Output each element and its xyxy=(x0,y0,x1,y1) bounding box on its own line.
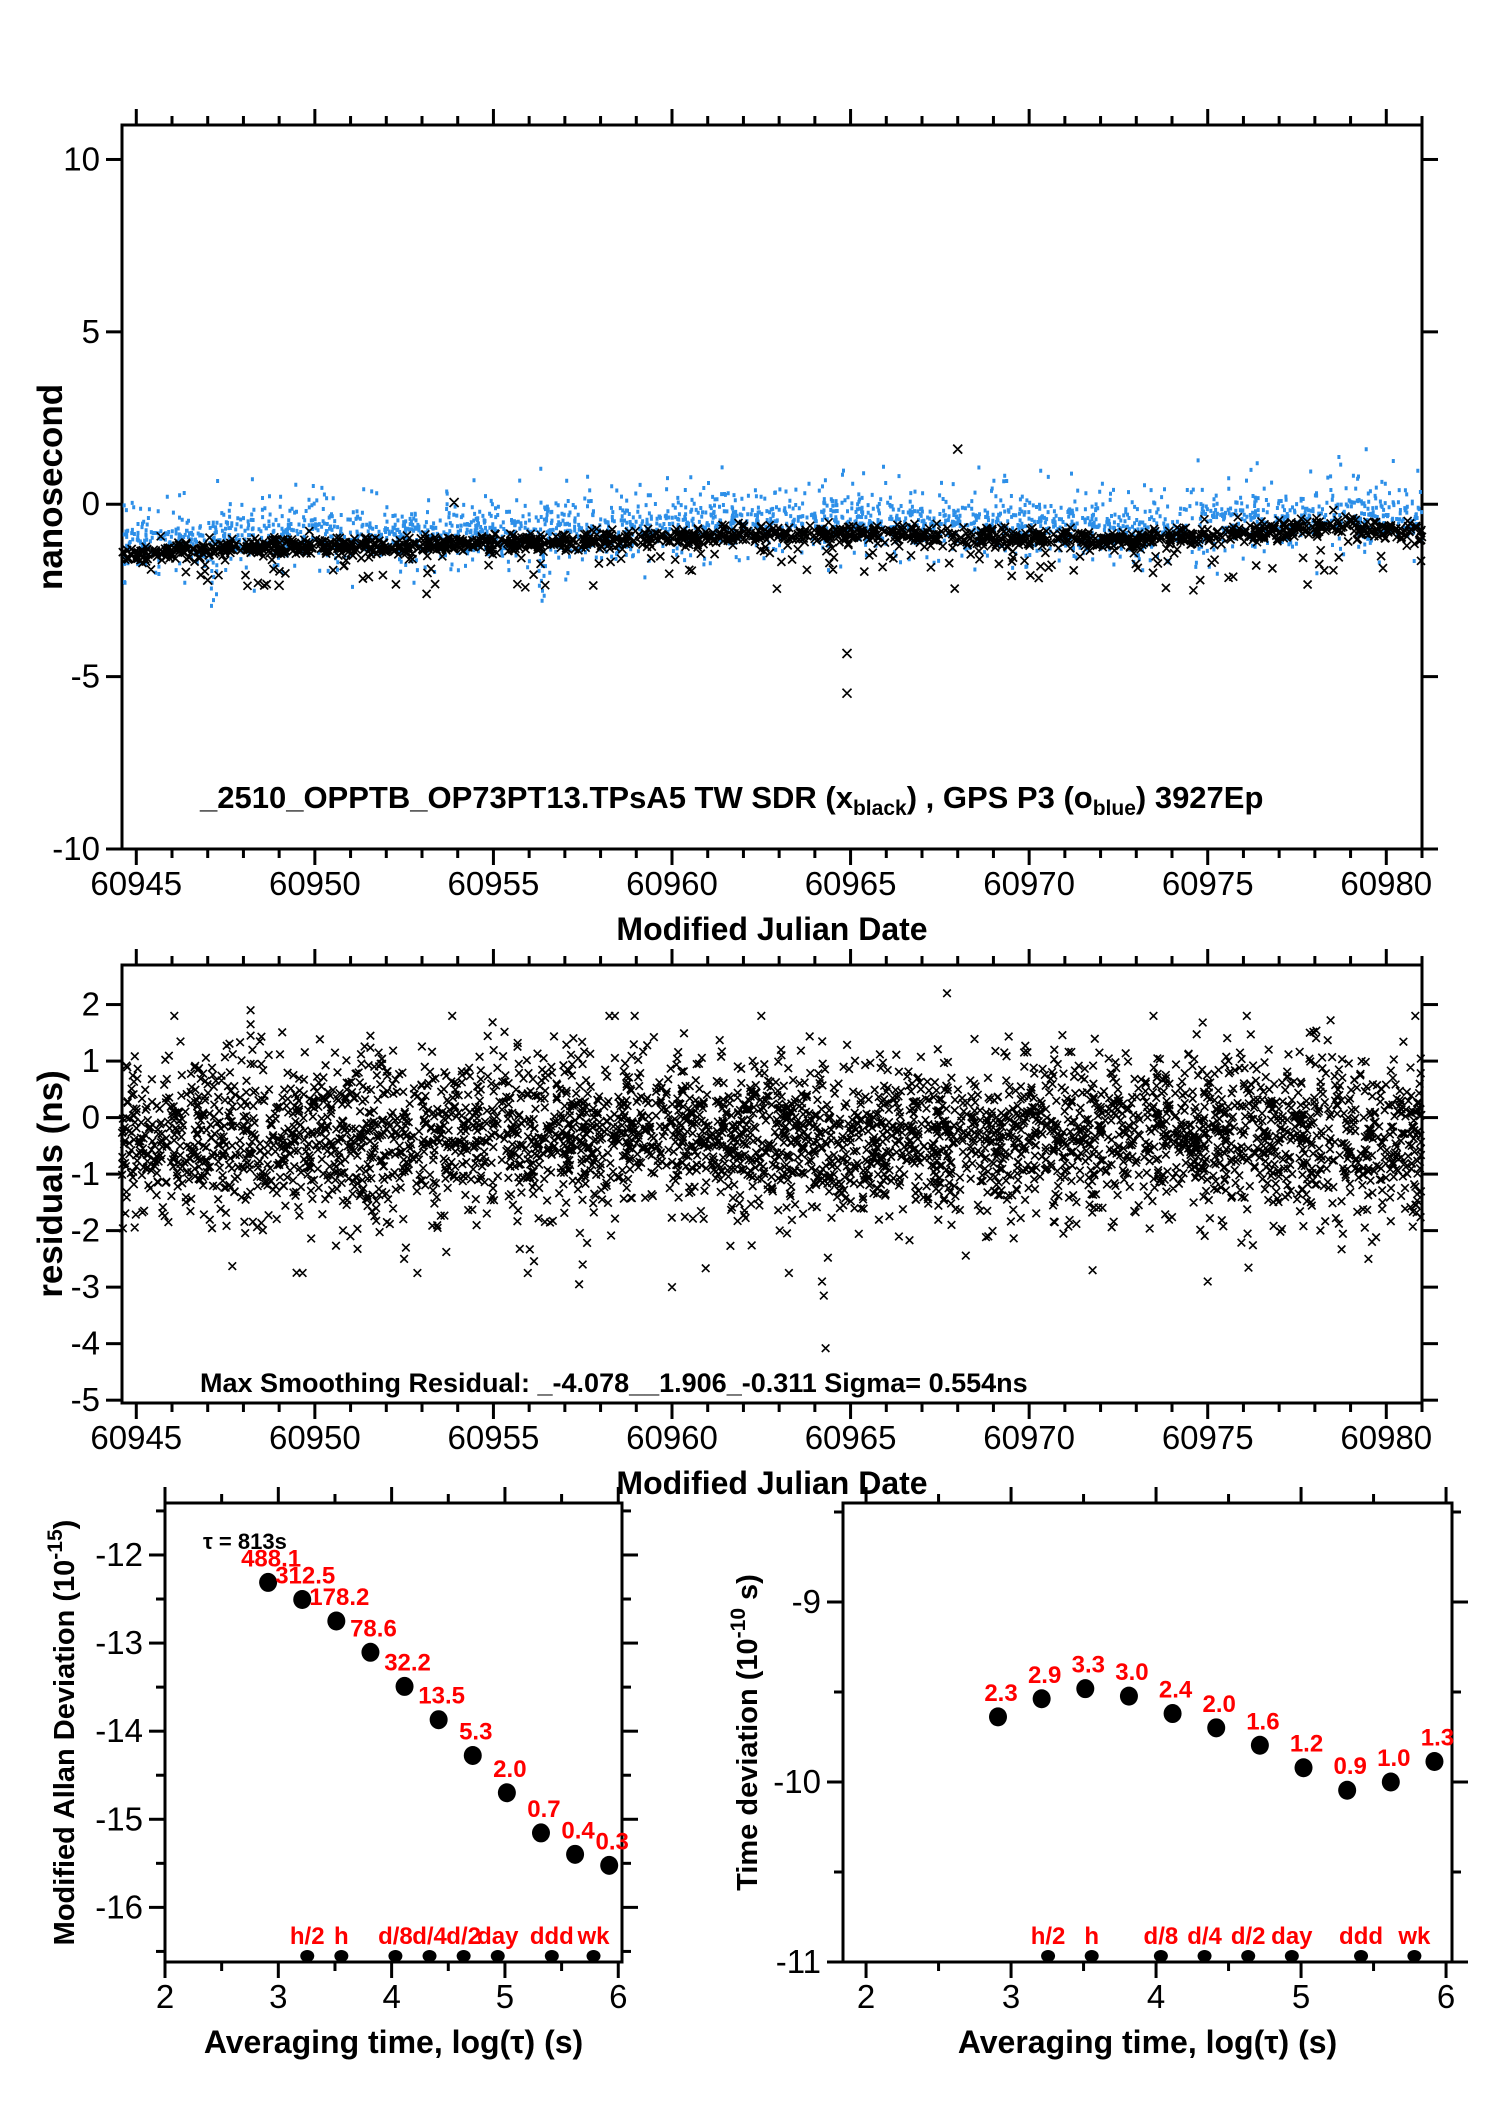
tau-marker-label: d/8 xyxy=(1143,1923,1179,1950)
tdev-ticks xyxy=(827,1487,1468,1978)
y-tick-label: -11 xyxy=(775,1943,821,1980)
mdev-point xyxy=(464,1746,482,1765)
y-tick-label: 0 xyxy=(81,485,100,523)
tau-marker-label: day xyxy=(477,1923,519,1950)
tau-marker-label: wk xyxy=(1398,1923,1431,1950)
x-axis-title xyxy=(958,2024,1337,2060)
y-tick-label: -3 xyxy=(70,1268,100,1306)
x-tick-label: 60950 xyxy=(268,1419,361,1456)
plot-title-part: black xyxy=(852,797,907,820)
mdev-point xyxy=(327,1611,345,1630)
mdev-value-label: 0.3 xyxy=(595,1828,629,1856)
residual-annotation: Max Smoothing Residual: _-4.078__1.906_-0.311 Sigma= 0.554ns xyxy=(200,1368,1028,1398)
residual-markers xyxy=(118,990,1425,1353)
y-axis-title-part: -10 xyxy=(727,1607,750,1639)
x-tick-label: 6 xyxy=(609,1978,628,2015)
tdev-value-label: 1.6 xyxy=(1246,1708,1280,1736)
plot-title-part: _2510_OPPTB_OP73PT13.TPsA5 TW SDR (x xyxy=(200,780,853,815)
x-tick-label: 5 xyxy=(495,1978,515,2015)
tw-gps-comparison-frame xyxy=(122,125,1422,849)
x-axis-title: Modified Julian Date xyxy=(616,1465,928,1501)
mdev-frame xyxy=(165,1503,622,1962)
y-axis-title-part: Time deviation (10 xyxy=(732,1638,764,1891)
mdev-value-label: 488.1 xyxy=(241,1545,302,1573)
mdev-value-label: 178.2 xyxy=(309,1583,370,1611)
x-tick-label: 60975 xyxy=(1161,1419,1254,1456)
tau-marker-dot xyxy=(1198,1950,1212,1962)
mdev-point xyxy=(498,1783,516,1802)
y-tick-label: -15 xyxy=(95,1800,143,1838)
y-tick-label: -5 xyxy=(70,657,100,695)
x-tick-label: 6 xyxy=(1436,1978,1456,2015)
y-tick-label: 1 xyxy=(81,1042,100,1080)
tau-marker-dot xyxy=(423,1950,437,1962)
tau-marker-dot xyxy=(300,1950,314,1962)
y-axis-title xyxy=(727,1574,764,1891)
tau-marker-dot xyxy=(1285,1950,1299,1962)
residuals-ticks xyxy=(106,949,1438,1419)
tau-marker-label: ddd xyxy=(529,1923,574,1950)
y-tick-label: -5 xyxy=(70,1381,100,1419)
y-axis-title-part: Modified Allan Deviation (10 xyxy=(49,1559,81,1946)
tdev-point xyxy=(1338,1781,1356,1800)
tdev-value-label: 1.3 xyxy=(1420,1724,1455,1752)
y-tick-label: -1 xyxy=(70,1155,100,1193)
y-axis-title xyxy=(31,1070,70,1298)
tau-marker-dot xyxy=(1041,1950,1055,1962)
y-tick-label: 2 xyxy=(81,985,100,1023)
tdev-value-label: 2.4 xyxy=(1158,1676,1193,1704)
x-tick-label: 60960 xyxy=(626,1419,718,1456)
tw-gps-comparison-chart xyxy=(31,109,1438,947)
tdev-value-label: 2.0 xyxy=(1202,1690,1236,1718)
y-axis-title xyxy=(31,384,70,590)
plot-title-part: ) 3927Ep xyxy=(1135,780,1264,815)
tdev-value-label: 0.9 xyxy=(1333,1753,1367,1781)
tau-marker-label: h xyxy=(1084,1923,1100,1950)
y-axis-title-part: ) xyxy=(49,1519,81,1530)
tau-marker-dot xyxy=(334,1950,348,1962)
tau-marker-dot xyxy=(1354,1950,1368,1962)
y-tick-label: -16 xyxy=(95,1888,143,1926)
plot-title-part: ) , GPS P3 (o xyxy=(906,780,1093,815)
x-tick-label: 60970 xyxy=(983,865,1076,902)
tdev-value-label: 2.3 xyxy=(984,1679,1018,1707)
x-tick-label: 60970 xyxy=(983,1419,1076,1456)
mdev-value-label: 5.3 xyxy=(459,1718,493,1746)
mdev-point xyxy=(396,1677,414,1696)
x-axis-title: Modified Julian Date xyxy=(616,911,928,947)
tau-marker-dot xyxy=(388,1950,402,1962)
mdev-point xyxy=(566,1845,584,1864)
tdev-point xyxy=(989,1707,1007,1726)
mdev-point xyxy=(361,1643,379,1662)
tdev-point xyxy=(1033,1689,1051,1708)
x-axis-title-part: Averaging time, log(τ) (s) xyxy=(203,2024,584,2060)
y-tick-label: -14 xyxy=(95,1712,143,1750)
y-tick-label: 5 xyxy=(81,312,100,350)
mdev-value-label: 0.4 xyxy=(561,1817,595,1845)
tdev-point xyxy=(1120,1687,1138,1706)
mdev-value-label: 32.2 xyxy=(384,1649,431,1677)
y-tick-label: -2 xyxy=(70,1211,100,1249)
tau-marker-dot xyxy=(1154,1950,1168,1962)
y-tick-label: -12 xyxy=(95,1535,143,1573)
tau-marker-label: d/4 xyxy=(412,1923,447,1950)
x-tick-label: 60945 xyxy=(90,1419,183,1456)
mdev-value-label: 13.5 xyxy=(418,1682,466,1710)
tau-marker-label: wk xyxy=(577,1923,610,1950)
tdev-frame xyxy=(843,1503,1455,1962)
mdev-point xyxy=(600,1856,618,1875)
tw-gps-comparison-ticks xyxy=(106,109,1438,865)
x-tick-label: 4 xyxy=(1146,1978,1166,2015)
tau0-annotation: τ = 813s xyxy=(203,1529,287,1554)
x-tick-label: 60960 xyxy=(626,865,718,902)
mdev-value-label: 2.0 xyxy=(493,1755,527,1783)
tdev-point xyxy=(1164,1704,1182,1723)
x-tick-label: 60965 xyxy=(804,865,897,902)
y-axis-title-part: nanosecond xyxy=(31,383,70,591)
tdev-value-label: 3.0 xyxy=(1115,1659,1149,1687)
mdev-value-label: 78.6 xyxy=(350,1615,397,1643)
y-tick-label: -9 xyxy=(791,1583,821,1620)
tau-marker-dot xyxy=(1407,1950,1421,1962)
tau-marker-label: d/2 xyxy=(1230,1923,1266,1950)
tdev-value-label: 1.2 xyxy=(1289,1730,1324,1758)
mdev-value-label: 312.5 xyxy=(275,1562,336,1590)
x-tick-label: 60955 xyxy=(447,865,540,902)
x-tick-label: 60980 xyxy=(1340,865,1433,902)
x-tick-label: 2 xyxy=(155,1978,175,2015)
y-axis-title-part: s) xyxy=(732,1574,764,1608)
tau-marker-label: h/2 xyxy=(1030,1923,1066,1950)
x-axis-title-part: Averaging time, log(τ) (s) xyxy=(957,2024,1338,2060)
x-tick-label: 60980 xyxy=(1340,1419,1433,1456)
tau-marker-label: d/2 xyxy=(446,1923,481,1950)
tw-sdr-markers xyxy=(119,445,1426,698)
tdev-value-label: 2.9 xyxy=(1027,1661,1062,1689)
y-axis-title-part: -15 xyxy=(44,1529,67,1560)
mdev-value-label: 0.7 xyxy=(527,1795,561,1823)
tau-marker-label: d/8 xyxy=(378,1923,413,1950)
tdev-point xyxy=(1207,1718,1225,1737)
x-tick-label: 60965 xyxy=(804,1419,897,1456)
y-tick-label: 0 xyxy=(81,1098,100,1136)
y-axis-title xyxy=(44,1520,81,1946)
plot-title-part: blue xyxy=(1092,797,1136,820)
mdev-point xyxy=(430,1710,448,1729)
tdev-point xyxy=(1425,1752,1443,1771)
tau-marker-dot xyxy=(491,1950,505,1962)
tau-marker-dot xyxy=(1241,1950,1255,1962)
tau-marker-label: ddd xyxy=(1339,1923,1384,1950)
tdev-point xyxy=(1295,1758,1313,1777)
mdev-point xyxy=(532,1823,550,1842)
x-tick-label: 4 xyxy=(382,1978,401,2015)
x-tick-label: 5 xyxy=(1291,1978,1311,2015)
tau-marker-label: d/4 xyxy=(1187,1923,1222,1950)
tdev-chart xyxy=(727,1487,1468,2060)
y-tick-label: -4 xyxy=(70,1324,100,1362)
y-tick-label: -13 xyxy=(95,1624,143,1662)
tau-marker-label: h/2 xyxy=(289,1923,325,1950)
x-tick-label: 2 xyxy=(856,1978,876,2015)
tau-marker-dot xyxy=(1085,1950,1099,1962)
mdev-ticks xyxy=(149,1487,638,1978)
tdev-value-label: 1.0 xyxy=(1377,1745,1411,1772)
tau-marker-dot xyxy=(587,1950,601,1962)
y-tick-label: -10 xyxy=(773,1763,821,1800)
tdev-point xyxy=(1382,1773,1400,1792)
x-tick-label: 3 xyxy=(1001,1978,1021,2015)
x-tick-label: 60945 xyxy=(90,865,183,902)
tdev-point xyxy=(1251,1736,1269,1755)
x-tick-label: 60950 xyxy=(268,865,361,902)
x-tick-label: 60975 xyxy=(1161,865,1254,902)
tau-marker-dot xyxy=(545,1950,559,1962)
tau-marker-dot xyxy=(457,1950,471,1962)
tau-marker-label: h xyxy=(334,1923,349,1950)
y-tick-label: 10 xyxy=(63,140,100,178)
x-tick-label: 3 xyxy=(269,1978,288,2015)
mdev-chart xyxy=(44,1487,638,2060)
tdev-value-label: 3.3 xyxy=(1071,1651,1105,1679)
y-tick-label: -10 xyxy=(52,830,100,867)
x-tick-label: 60955 xyxy=(447,1419,540,1456)
tau-marker-label: day xyxy=(1271,1923,1313,1950)
x-axis-title xyxy=(204,2024,583,2060)
tdev-point xyxy=(1076,1679,1094,1698)
residuals-chart xyxy=(31,949,1438,1501)
y-axis-title-part: residuals (ns) xyxy=(31,1070,70,1298)
plot-title xyxy=(199,780,1263,820)
